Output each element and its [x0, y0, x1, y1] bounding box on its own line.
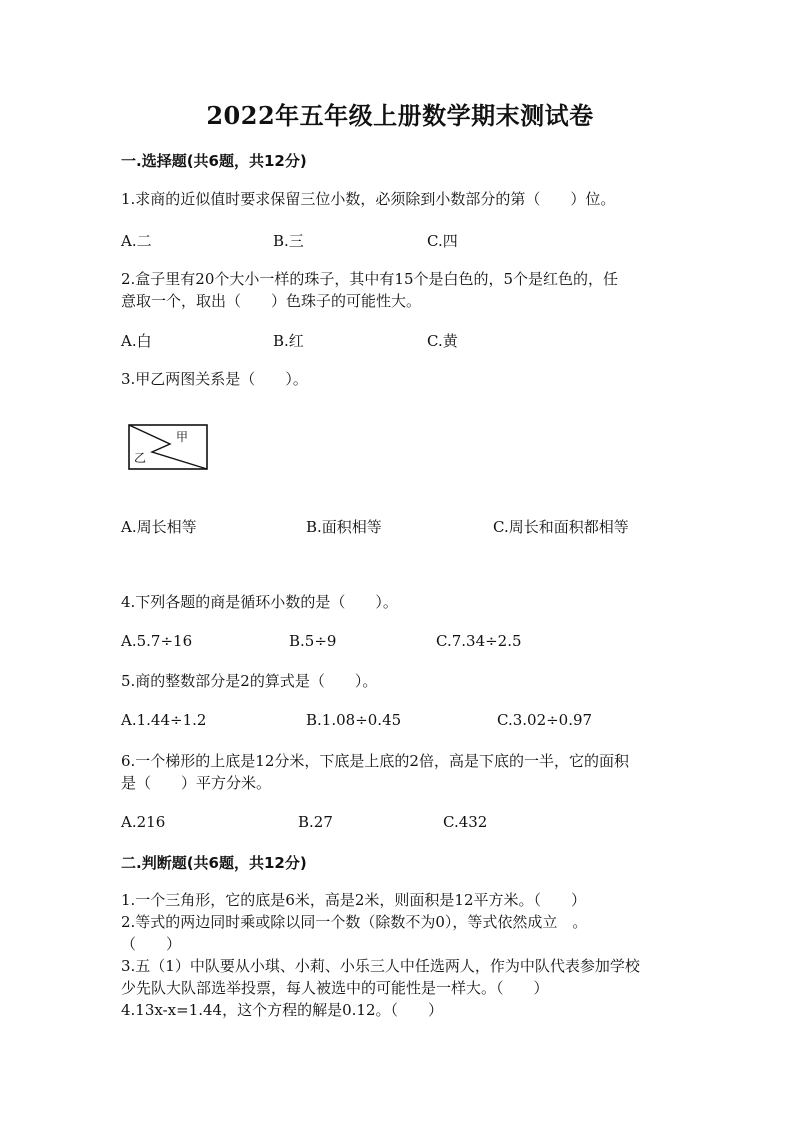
question-1-text: 1.求商的近似值时要求保留三位小数，必须除到小数部分的第（ ）位。 [121, 190, 616, 208]
question-3-text: 3.甲乙两图关系是（ ）。 [121, 370, 308, 388]
rectangle-diagram [128, 424, 210, 472]
question-2-text-line-1: 2.盒子里有20个大小一样的珠子，其中有15个是白色的，5个是红色的，任 [121, 270, 619, 288]
question-1-option-a: A.二 [121, 232, 152, 250]
judgment-2-text-line-1: 2.等式的两边同时乘或除以同一个数（除数不为0），等式依然成立 。 [121, 913, 588, 931]
judgment-3-text-line-2: 少先队大队部选举投票，每人被选中的可能性是一样大。（ ） [121, 979, 549, 997]
question-2-option-a: A.白 [121, 332, 152, 350]
question-4-text: 4.下列各题的商是循环小数的是（ ）。 [121, 593, 398, 611]
question-6-text-line-2: 是（ ）平方分米。 [121, 774, 272, 792]
question-1-option-b: B.三 [273, 232, 304, 250]
question-4-option-a: A.5.7÷16 [121, 632, 193, 650]
question-1-option-c: C.四 [427, 232, 458, 250]
question-6-option-b: B.27 [298, 813, 333, 831]
question-5-option-c: C.3.02÷0.97 [497, 711, 593, 729]
question-3-figure [128, 424, 210, 476]
section-heading-choice: 一.选择题(共6题，共12分) [121, 152, 307, 170]
question-3-option-b: B.面积相等 [306, 518, 382, 536]
figure-label-yi: 乙 [134, 451, 147, 465]
question-2-option-b: B.红 [273, 332, 304, 350]
judgment-3-text-line-1: 3.五（1）中队要从小琪、小莉、小乐三人中任选两人，作为中队代表参加学校 [121, 957, 640, 975]
judgment-1-text: 1.一个三角形，它的底是6米，高是2米，则面积是12平方米。（ ） [121, 891, 586, 909]
question-2-option-c: C.黄 [427, 332, 458, 350]
question-3-option-c: C.周长和面积都相等 [493, 518, 629, 536]
question-6-text-line-1: 6.一个梯形的上底是12分米，下底是上底的2倍，高是下底的一半，它的面积 [121, 752, 629, 770]
question-6-option-c: C.432 [443, 813, 488, 831]
question-6-option-a: A.216 [121, 813, 166, 831]
section-heading-judgment: 二.判断题(共6题，共12分) [121, 854, 307, 872]
question-4-option-c: C.7.34÷2.5 [436, 632, 522, 650]
figure-label-jia: 甲 [176, 430, 189, 444]
question-4-option-b: B.5÷9 [289, 632, 337, 650]
question-5-option-b: B.1.08÷0.45 [306, 711, 402, 729]
page-title: 2022年五年级上册数学期末测试卷 [206, 101, 594, 130]
question-2-text-line-2: 意取一个，取出（ ）色珠子的可能性大。 [121, 292, 422, 310]
question-3-option-a: A.周长相等 [121, 518, 197, 536]
question-5-text: 5.商的整数部分是2的算式是（ ）。 [121, 672, 378, 690]
question-5-option-a: A.1.44÷1.2 [121, 711, 207, 729]
judgment-2-text-line-2: （ ） [121, 935, 182, 953]
judgment-4-text: 4.13x-x=1.44，这个方程的解是0.12。（ ） [121, 1001, 443, 1019]
